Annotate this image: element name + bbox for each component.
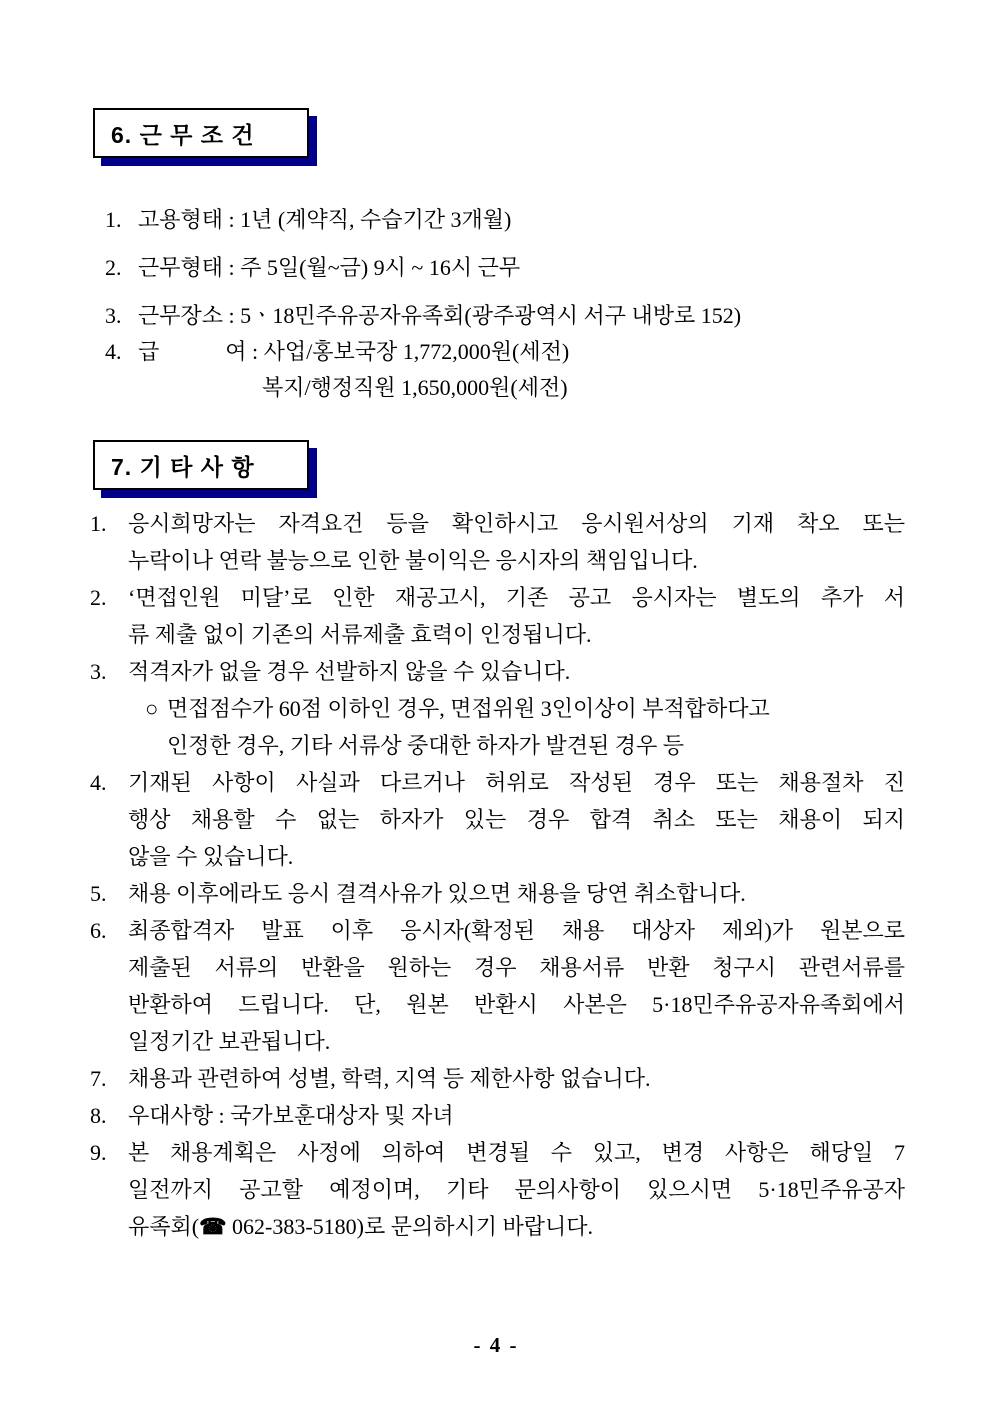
item-line: 일정기간 보관됩니다. [128,1029,331,1054]
work-conditions-list [105,202,905,406]
sub-item-line: 인정한 경우, 기타 서류상 중대한 하자가 발견된 경우 등 [167,733,685,758]
circle-bullet-marker: ○ [145,696,159,721]
item-line: 근무형태 : 주 5일(월~금) 9시 ~ 16시 근무 [138,255,521,280]
sub-item [145,690,905,764]
item-line: 누락이나 연락 불능으로 인한 불이익은 응시자의 책임입니다. [128,548,698,573]
item-number: 3. [105,303,122,328]
list-item [105,202,905,238]
list-item [90,1134,905,1245]
list-item [90,1060,905,1097]
list-item [90,579,905,653]
item-number: 3. [90,659,107,684]
item-number: 9. [90,1140,107,1165]
item-line: 않을 수 있습니다. [128,844,294,869]
item-line: 채용 이후에라도 응시 결격사유가 있으면 채용을 당연 취소합니다. [128,881,746,906]
list-item [90,505,905,579]
item-line: 적격자가 없을 경우 선발하지 않을 수 있습니다. [128,659,571,684]
list-item [105,250,905,286]
item-number: 4. [105,339,122,364]
item-number: 4. [90,770,107,795]
item-line-continuation: 복지/행정직원 1,650,000원(세전) [262,375,568,400]
item-line: 제출된 서류의 반환을 원하는 경우 채용서류 반환 청구시 관련서류를 [128,955,905,980]
item-number: 8. [90,1103,107,1128]
page-number: - 4 - [473,1333,519,1357]
item-number: 7. [90,1066,107,1091]
section-7-title: 7. 기 타 사 항 [111,453,255,480]
item-line: 고용형태 : 1년 (계약직, 수습기간 3개월) [138,207,512,232]
item-line: 채용과 관련하여 성별, 학력, 지역 등 제한사항 없습니다. [128,1066,651,1091]
item-line: 급 여 : 사업/홍보국장 1,772,000원(세전) [138,339,570,364]
sub-item-line: 면접점수가 60점 이하인 경우, 면접위원 3인이상이 부적합하다고 [167,696,770,721]
phone-line-before: 유족회( [128,1214,200,1239]
item-line: 행상 채용할 수 없는 하자가 있는 경우 합격 취소 또는 채용이 되지 [128,807,905,832]
list-item [90,764,905,875]
item-number: 1. [90,511,107,536]
item-line: ‘면접인원 미달’로 인한 재공고시, 기존 공고 응시자는 별도의 추가 서 [128,585,905,610]
item-number: 1. [105,207,122,232]
item-line: 최종합격자 발표 이후 응시자(확정된 채용 대상자 제외)가 원본으로 [128,918,905,943]
item-line: 우대사항 : 국가보훈대상자 및 자녀 [128,1103,454,1128]
item-number: 6. [90,918,107,943]
item-line: 반환하여 드립니다. 단, 원본 반환시 사본은 5·18민주유공자유족회에서 [128,992,905,1017]
section-7-title-box [93,440,309,490]
item-line: 본 채용계획은 사정에 의하여 변경될 수 있고, 변경 사항은 해당일 7 [128,1140,905,1165]
list-item [90,653,905,764]
list-item [105,298,905,334]
item-line: 근무장소 : 5ㆍ18민주유공자유족회(광주광역시 서구 내방로 152) [138,303,742,328]
phone-icon: ☎ [199,1214,227,1239]
item-line: 응시희망자는 자격요건 등을 확인하시고 응시원서상의 기재 착오 또는 [128,511,905,536]
item-number: 2. [105,255,122,280]
section-6-title-box [93,108,309,158]
list-item [90,875,905,912]
misc-list [90,505,905,1245]
item-line: 일전까지 공고할 예정이며, 기타 문의사항이 있으시면 5·18민주유공자 [128,1177,905,1202]
item-line: 기재된 사항이 사실과 다르거나 허위로 작성된 경우 또는 채용절차 진 [128,770,905,795]
list-item [90,1097,905,1134]
item-number: 5. [90,881,107,906]
item-line-with-phone [128,1208,905,1245]
list-item [90,912,905,1060]
item-line: 류 제출 없이 기존의 서류제출 효력이 인정됩니다. [128,622,592,647]
section-6-title: 6. 근 무 조 건 [111,121,255,148]
item-number: 2. [90,585,107,610]
phone-line-after: 062-383-5180)로 문의하시기 바랍니다. [226,1214,593,1239]
list-item [105,334,905,406]
